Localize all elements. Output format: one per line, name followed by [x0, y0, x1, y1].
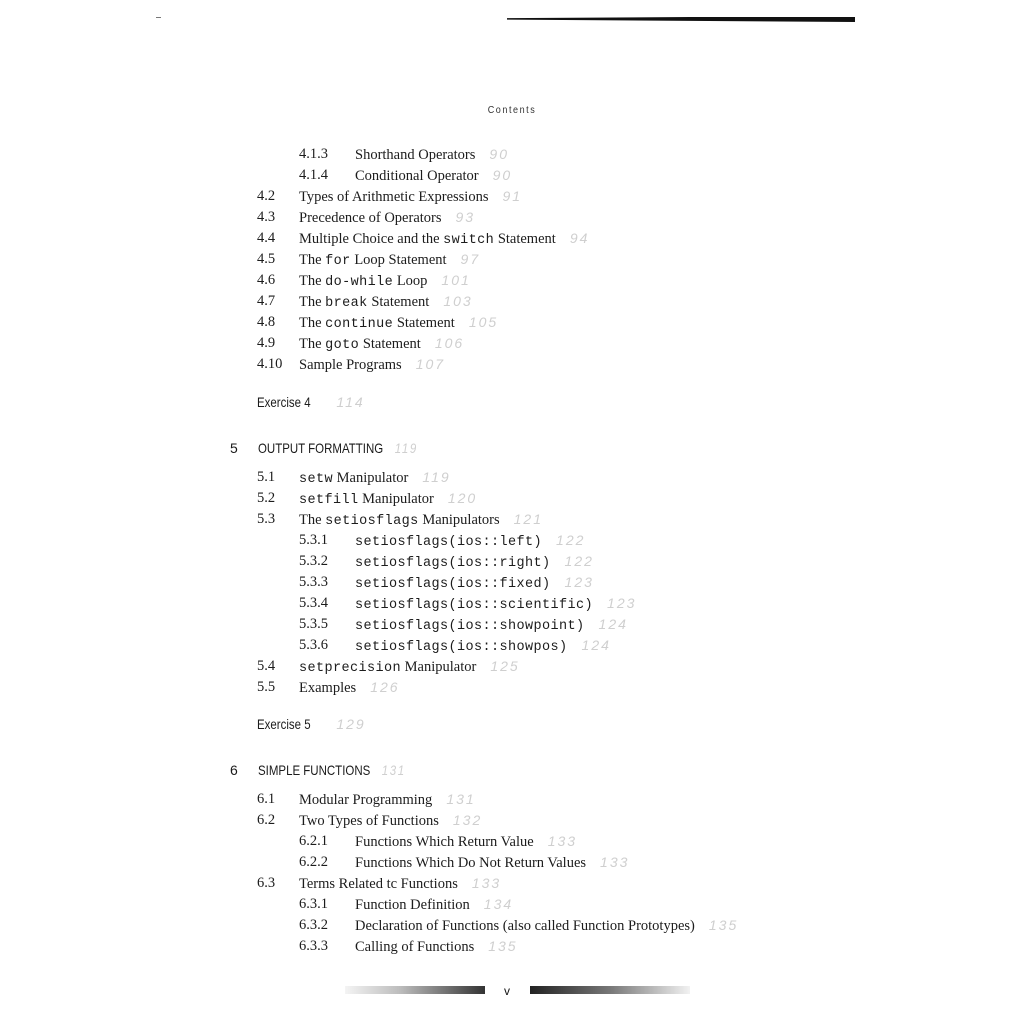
page-number: 91 [502, 188, 523, 204]
code-term: setiosflags(ios::showpoint) [355, 619, 585, 634]
page-number: 131 [446, 791, 476, 807]
section-title [355, 596, 636, 613]
title-text: The [299, 294, 326, 310]
toc-entry[interactable] [0, 792, 1024, 810]
title-text: Statement [393, 315, 455, 331]
title-text: The [299, 273, 326, 289]
page-number: 121 [513, 511, 543, 527]
section-number: 4.2 [257, 188, 276, 204]
page-number: 133 [471, 875, 502, 891]
title-text: Terms Related tc Functions [299, 876, 458, 892]
page-number: 122 [564, 553, 594, 569]
toc-entry[interactable] [0, 470, 1024, 488]
title-text: Loop [393, 273, 428, 289]
folio: v [504, 984, 510, 998]
title-text: Manipulator [333, 470, 409, 486]
title-text: Loop Statement [350, 252, 447, 268]
section-number: 5.3 [257, 511, 276, 527]
section-number: 4.5 [257, 251, 276, 267]
toc-entry[interactable] [0, 210, 1024, 228]
toc-entry[interactable] [0, 315, 1024, 333]
title-text: Statement [359, 336, 421, 352]
section-number: 6.3.1 [299, 896, 328, 912]
page-number: 123 [564, 574, 594, 590]
page-number: 133 [547, 833, 578, 849]
title-text: Functions Which Do Not Return Values [355, 855, 587, 871]
section-number: 6.3.2 [299, 917, 328, 933]
title-text: Statement [494, 231, 556, 247]
code-term: setiosflags(ios::fixed) [355, 577, 551, 592]
toc-entry[interactable] [0, 596, 1024, 614]
toc-entry[interactable] [0, 252, 1024, 270]
page-number: 126 [370, 679, 400, 695]
section-number: 6.3.3 [299, 938, 328, 954]
toc-entry[interactable] [0, 659, 1024, 677]
section-title [299, 252, 480, 269]
running-header: Contents [487, 104, 537, 116]
toc-entry[interactable] [0, 680, 1024, 698]
section-number: 4.7 [257, 293, 276, 309]
section-number: 5.3.2 [299, 553, 328, 569]
section-title [299, 231, 589, 248]
title-text: Calling of Functions [355, 939, 475, 955]
section-number: 4.8 [257, 314, 276, 330]
title-text: Sample Programs [299, 357, 402, 373]
page-number: 106 [434, 335, 465, 351]
section-title [299, 792, 476, 808]
scan-mark [156, 17, 161, 18]
toc-entry[interactable] [0, 918, 1024, 936]
section-title [355, 855, 629, 871]
title-text: Shorthand Operators [355, 147, 476, 163]
toc-entry[interactable] [0, 554, 1024, 572]
section-title [299, 294, 473, 311]
section-number: 5.3.1 [299, 532, 328, 548]
section-title [299, 315, 498, 332]
section-title [355, 918, 738, 934]
code-term: continue [325, 317, 394, 332]
chapter-number: 5 [230, 440, 238, 456]
footer-rule-left [345, 986, 485, 994]
code-term: setiosflags(ios::scientific) [355, 598, 594, 613]
section-number: 6.2 [257, 812, 276, 828]
toc-entry[interactable] [0, 294, 1024, 312]
toc-entry[interactable] [0, 638, 1024, 656]
code-term: setiosflags(ios::left) [355, 535, 543, 550]
page-number: 90 [489, 146, 509, 162]
page-number: 93 [455, 209, 476, 225]
page-number: 114 [336, 394, 365, 410]
code-term: setiosflags [325, 514, 419, 529]
title-text: Multiple Choice and the [299, 231, 444, 247]
section-title [355, 897, 513, 913]
footer-rule-right [530, 986, 690, 994]
section-number: 4.1.4 [299, 167, 328, 183]
section-title [299, 470, 451, 487]
code-term: setiosflags(ios::showpos) [355, 640, 568, 655]
title-text: Examples [299, 680, 357, 696]
page-number: 124 [581, 637, 611, 653]
title-text: The [299, 336, 326, 352]
page-number: 134 [483, 896, 514, 912]
exercise-4-entry[interactable] [257, 395, 365, 409]
page-number: 135 [488, 938, 518, 954]
code-term: goto [325, 338, 360, 353]
section-number: 6.2.2 [299, 854, 328, 870]
title-text: Manipulators [418, 512, 500, 528]
section-title [355, 575, 594, 592]
title-text: Types of Arithmetic Expressions [299, 189, 489, 205]
title-text: Precedence of Operators [299, 210, 442, 226]
toc-entry[interactable] [0, 617, 1024, 635]
section-title [299, 680, 400, 696]
toc-entry[interactable] [0, 273, 1024, 291]
chapter-title: SIMPLE FUNCTIONS [258, 762, 371, 778]
page-number: 125 [490, 658, 520, 674]
section-title [299, 357, 445, 373]
section-number: 6.2.1 [299, 833, 328, 849]
title-text: The [299, 512, 326, 528]
toc-entry[interactable] [0, 147, 1024, 165]
page-number: 94 [569, 230, 590, 246]
title-text: Function Definition [355, 897, 470, 913]
section-number: 6.1 [257, 791, 276, 807]
section-number: 5.2 [257, 490, 276, 506]
section-title [355, 147, 509, 163]
section-title [355, 939, 518, 955]
section-title [355, 834, 577, 850]
section-number: 4.1.3 [299, 146, 328, 162]
section-title [299, 491, 477, 508]
title-text: Statement [367, 294, 430, 310]
section-number: 5.5 [257, 679, 276, 695]
section-number: 5.3.5 [299, 616, 328, 632]
page-number: 122 [556, 532, 586, 548]
section-number: 5.1 [257, 469, 276, 485]
toc-entry[interactable] [0, 336, 1024, 354]
title-text: Two Types of Functions [299, 813, 439, 829]
section-number: 6.3 [257, 875, 276, 891]
page-number: 119 [422, 469, 451, 485]
section-number: 4.9 [257, 335, 276, 351]
exercise-label: Exercise 5 [257, 716, 311, 732]
title-text: Functions Which Return Value [355, 834, 534, 850]
page-number: 97 [460, 251, 481, 267]
section-title [355, 617, 628, 634]
page-number: 123 [607, 595, 637, 611]
toc-entry[interactable] [0, 876, 1024, 894]
section-title [299, 512, 543, 529]
section-number: 4.6 [257, 272, 276, 288]
section-title [299, 210, 475, 226]
page-number: 103 [443, 293, 473, 309]
section-number: 4.4 [257, 230, 276, 246]
toc-entry[interactable] [0, 834, 1024, 852]
title-text: Conditional Operator [355, 168, 479, 184]
section-number: 4.3 [257, 209, 276, 225]
code-term: break [325, 296, 368, 311]
code-term: switch [443, 233, 495, 248]
toc-entry[interactable] [0, 897, 1024, 915]
toc-entry[interactable] [0, 813, 1024, 831]
section-title [299, 189, 522, 205]
exercise-5-entry[interactable] [257, 717, 366, 731]
toc-entry[interactable] [0, 575, 1024, 593]
title-text: Declaration of Functions (also called Function Prototypes) [355, 918, 695, 934]
page-number: 132 [452, 812, 483, 828]
code-term: setprecision [299, 661, 402, 676]
page-number: 101 [441, 272, 471, 288]
toc-entry[interactable] [0, 189, 1024, 207]
header-rule [507, 16, 855, 22]
section-number: 5.4 [257, 658, 276, 674]
title-text: Manipulator [358, 491, 434, 507]
toc-entry[interactable] [0, 533, 1024, 551]
section-number: 4.10 [257, 356, 283, 372]
section-title [355, 638, 611, 655]
page-number: 133 [600, 854, 630, 870]
page-number: 107 [415, 356, 446, 372]
section-title [299, 336, 464, 353]
toc-entry[interactable] [0, 855, 1024, 873]
section-title [355, 533, 585, 550]
exercise-label: Exercise 4 [257, 394, 311, 410]
code-term: for [325, 254, 351, 269]
title-text: The [299, 315, 326, 331]
chapter-title: OUTPUT FORMATTING [258, 440, 384, 456]
code-term: do-while [325, 275, 394, 290]
title-text: Modular Programming [299, 792, 433, 808]
title-text: The [299, 252, 326, 268]
section-title [299, 273, 471, 290]
section-number: 5.3.4 [299, 595, 328, 611]
section-title [299, 813, 482, 829]
page-number: 90 [492, 167, 513, 183]
toc-entry[interactable] [0, 512, 1024, 530]
toc-entry[interactable] [0, 939, 1024, 957]
code-term: setiosflags(ios::right) [355, 556, 551, 571]
page-number: 135 [708, 917, 739, 933]
section-title [299, 876, 501, 892]
chapter-number: 6 [230, 762, 238, 778]
title-text: Manipulator [401, 659, 477, 675]
page-number: 124 [598, 616, 628, 632]
toc-entry[interactable] [0, 231, 1024, 249]
toc-entry[interactable] [0, 168, 1024, 186]
section-number: 5.3.6 [299, 637, 328, 653]
page-number: 105 [468, 314, 499, 330]
code-term: setw [299, 472, 334, 487]
page-number: 120 [447, 490, 478, 506]
code-term: setfill [299, 493, 359, 508]
toc-entry[interactable] [0, 491, 1024, 509]
toc-entry[interactable] [0, 357, 1024, 375]
section-title [355, 168, 512, 184]
section-number: 5.3.3 [299, 574, 328, 590]
page-number: 119 [394, 440, 418, 456]
section-title [299, 659, 520, 676]
page-number: 129 [336, 716, 366, 732]
page-number: 131 [381, 762, 406, 778]
section-title [355, 554, 594, 571]
